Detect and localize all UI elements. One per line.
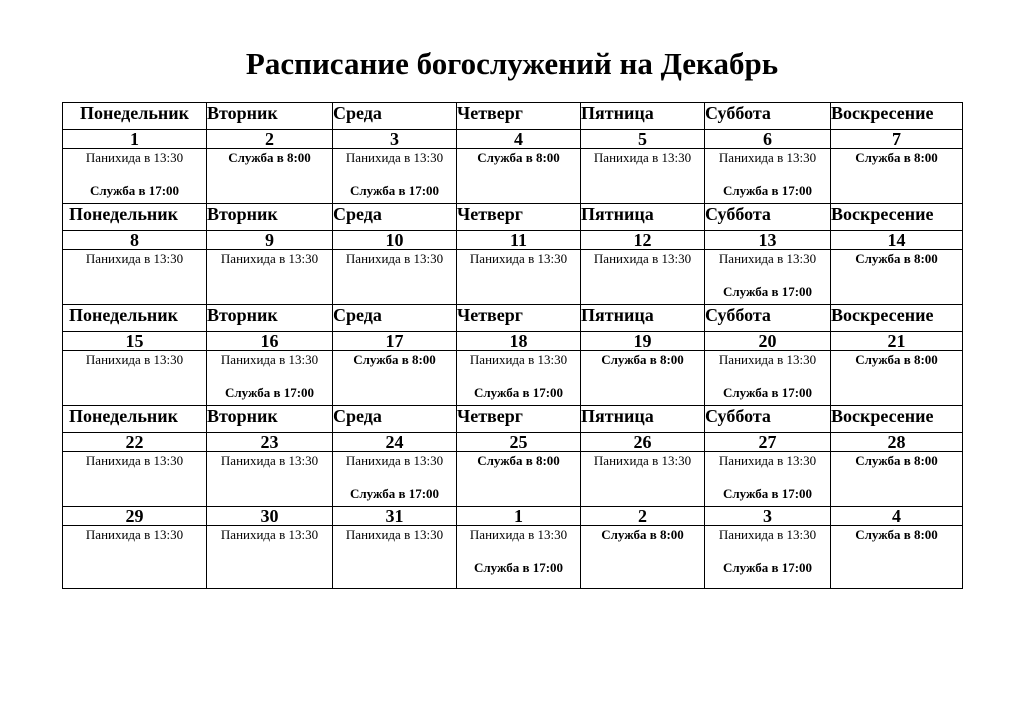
- services-cell: [333, 250, 457, 305]
- day-header-sunday: Воскресение: [831, 103, 963, 130]
- date-cell: 17: [333, 332, 457, 351]
- day-header-friday: Пятница: [581, 204, 705, 231]
- date-cell: 27: [705, 433, 831, 452]
- services-cell: [581, 250, 705, 305]
- service-entry: Служба в 8:00: [855, 150, 938, 165]
- services-cell: [831, 250, 963, 305]
- day-header-monday: Понедельник: [63, 103, 207, 130]
- panikhida-entry: Панихида в 13:30: [85, 527, 184, 542]
- day-header-row: [63, 103, 963, 130]
- services-cell: [333, 351, 457, 406]
- service-entry: Служба в 8:00: [601, 527, 684, 542]
- day-header-thursday: Четверг: [457, 406, 581, 433]
- panikhida-entry: Панихида в 13:30: [718, 453, 817, 468]
- date-cell: 4: [831, 507, 963, 526]
- service-entry: Служба в 8:00: [353, 352, 436, 367]
- panikhida-entry: Панихида в 13:30: [345, 251, 444, 266]
- schedule-body: [63, 103, 963, 589]
- date-cell: 8: [63, 231, 207, 250]
- date-row: [63, 433, 963, 452]
- services-cell: [831, 452, 963, 507]
- services-cell: [705, 452, 831, 507]
- panikhida-entry: Панихида в 13:30: [718, 527, 817, 542]
- services-cell: [63, 250, 207, 305]
- day-header-friday: Пятница: [581, 406, 705, 433]
- date-cell: 14: [831, 231, 963, 250]
- date-cell: 3: [333, 130, 457, 149]
- services-cell: [581, 351, 705, 406]
- date-cell: 5: [581, 130, 705, 149]
- date-cell: 3: [705, 507, 831, 526]
- services-cell: [333, 149, 457, 204]
- date-cell: 23: [207, 433, 333, 452]
- date-cell: 26: [581, 433, 705, 452]
- services-cell: [705, 250, 831, 305]
- date-cell: 31: [333, 507, 457, 526]
- date-cell: 6: [705, 130, 831, 149]
- date-row: [63, 332, 963, 351]
- services-cell: [457, 149, 581, 204]
- panikhida-entry: Панихида в 13:30: [345, 527, 444, 542]
- schedule-table: [62, 102, 963, 589]
- service-entry: Служба в 17:00: [349, 486, 440, 501]
- day-header-wednesday: Среда: [333, 406, 457, 433]
- day-header-row: [63, 305, 963, 332]
- services-row: [63, 149, 963, 204]
- day-header-tuesday: Вторник: [207, 406, 333, 433]
- services-cell: [457, 452, 581, 507]
- services-cell: [333, 526, 457, 589]
- service-entry: Служба в 17:00: [473, 560, 564, 575]
- services-cell: [581, 149, 705, 204]
- panikhida-entry: Панихида в 13:30: [593, 150, 692, 165]
- day-header-monday: Понедельник: [63, 406, 207, 433]
- date-row: [63, 231, 963, 250]
- day-header-thursday: Четверг: [457, 204, 581, 231]
- date-cell: 2: [581, 507, 705, 526]
- day-header-sunday: Воскресение: [831, 406, 963, 433]
- day-header-saturday: Суббота: [705, 406, 831, 433]
- panikhida-entry: Панихида в 13:30: [593, 251, 692, 266]
- day-header-friday: Пятница: [581, 305, 705, 332]
- services-cell: [207, 351, 333, 406]
- services-cell: [63, 351, 207, 406]
- date-cell: 1: [63, 130, 207, 149]
- date-cell: 19: [581, 332, 705, 351]
- service-entry: Служба в 8:00: [477, 453, 560, 468]
- date-cell: 11: [457, 231, 581, 250]
- services-cell: [207, 526, 333, 589]
- panikhida-entry: Панихида в 13:30: [85, 352, 184, 367]
- day-header-saturday: Суббота: [705, 305, 831, 332]
- date-cell: 16: [207, 332, 333, 351]
- service-entry: Служба в 8:00: [601, 352, 684, 367]
- service-entry: Служба в 8:00: [855, 251, 938, 266]
- services-cell: [457, 526, 581, 589]
- day-header-wednesday: Среда: [333, 305, 457, 332]
- date-cell: 2: [207, 130, 333, 149]
- date-row: [63, 130, 963, 149]
- service-entry: Служба в 17:00: [473, 385, 564, 400]
- day-header-saturday: Суббота: [705, 103, 831, 130]
- services-cell: [63, 526, 207, 589]
- service-entry: Служба в 17:00: [722, 284, 813, 299]
- services-cell: [457, 351, 581, 406]
- service-entry: Служба в 17:00: [722, 183, 813, 198]
- date-cell: 10: [333, 231, 457, 250]
- services-cell: [63, 452, 207, 507]
- services-cell: [705, 149, 831, 204]
- services-cell: [705, 351, 831, 406]
- services-cell: [581, 526, 705, 589]
- panikhida-entry: Панихида в 13:30: [718, 251, 817, 266]
- day-header-saturday: Суббота: [705, 204, 831, 231]
- day-header-monday: Понедельник: [63, 204, 207, 231]
- service-entry: Служба в 8:00: [855, 453, 938, 468]
- service-entry: Служба в 17:00: [349, 183, 440, 198]
- date-cell: 28: [831, 433, 963, 452]
- service-entry: Служба в 17:00: [722, 385, 813, 400]
- service-entry: Служба в 17:00: [224, 385, 315, 400]
- services-row: [63, 452, 963, 507]
- services-row: [63, 351, 963, 406]
- service-entry: Служба в 17:00: [722, 486, 813, 501]
- panikhida-entry: Панихида в 13:30: [469, 352, 568, 367]
- panikhida-entry: Панихида в 13:30: [85, 251, 184, 266]
- services-cell: [207, 149, 333, 204]
- date-cell: 18: [457, 332, 581, 351]
- services-cell: [207, 452, 333, 507]
- day-header-tuesday: Вторник: [207, 305, 333, 332]
- panikhida-entry: Панихида в 13:30: [469, 251, 568, 266]
- day-header-thursday: Четверг: [457, 103, 581, 130]
- day-header-sunday: Воскресение: [831, 204, 963, 231]
- services-cell: [457, 250, 581, 305]
- date-cell: 21: [831, 332, 963, 351]
- page-title: Расписание богослужений на Декабрь: [245, 46, 779, 81]
- day-header-wednesday: Среда: [333, 204, 457, 231]
- services-cell: [581, 452, 705, 507]
- panikhida-entry: Панихида в 13:30: [469, 527, 568, 542]
- services-cell: [705, 526, 831, 589]
- services-cell: [831, 351, 963, 406]
- service-entry: Служба в 8:00: [228, 150, 311, 165]
- date-cell: 15: [63, 332, 207, 351]
- date-cell: 13: [705, 231, 831, 250]
- date-cell: 4: [457, 130, 581, 149]
- date-cell: 20: [705, 332, 831, 351]
- panikhida-entry: Панихида в 13:30: [220, 352, 319, 367]
- panikhida-entry: Панихида в 13:30: [593, 453, 692, 468]
- panikhida-entry: Панихида в 13:30: [220, 251, 319, 266]
- day-header-monday: Понедельник: [63, 305, 207, 332]
- service-entry: Служба в 17:00: [722, 560, 813, 575]
- panikhida-entry: Панихида в 13:30: [85, 453, 184, 468]
- date-cell: 24: [333, 433, 457, 452]
- date-cell: 25: [457, 433, 581, 452]
- date-cell: 12: [581, 231, 705, 250]
- panikhida-entry: Панихида в 13:30: [85, 150, 184, 165]
- services-cell: [207, 250, 333, 305]
- day-header-tuesday: Вторник: [207, 103, 333, 130]
- panikhida-entry: Панихида в 13:30: [718, 352, 817, 367]
- day-header-thursday: Четверг: [457, 305, 581, 332]
- day-header-tuesday: Вторник: [207, 204, 333, 231]
- date-cell: 30: [207, 507, 333, 526]
- day-header-row: [63, 406, 963, 433]
- services-cell: [333, 452, 457, 507]
- day-header-row: [63, 204, 963, 231]
- service-entry: Служба в 8:00: [855, 527, 938, 542]
- services-row: [63, 250, 963, 305]
- services-row: [63, 526, 963, 589]
- panikhida-entry: Панихида в 13:30: [220, 453, 319, 468]
- panikhida-entry: Панихида в 13:30: [220, 527, 319, 542]
- date-cell: 7: [831, 130, 963, 149]
- day-header-friday: Пятница: [581, 103, 705, 130]
- services-cell: [831, 149, 963, 204]
- services-cell: [63, 149, 207, 204]
- date-cell: 29: [63, 507, 207, 526]
- panikhida-entry: Панихида в 13:30: [718, 150, 817, 165]
- date-cell: 1: [457, 507, 581, 526]
- day-header-sunday: Воскресение: [831, 305, 963, 332]
- date-cell: 9: [207, 231, 333, 250]
- day-header-wednesday: Среда: [333, 103, 457, 130]
- panikhida-entry: Панихида в 13:30: [345, 453, 444, 468]
- date-row: [63, 507, 963, 526]
- service-entry: Служба в 8:00: [477, 150, 560, 165]
- panikhida-entry: Панихида в 13:30: [345, 150, 444, 165]
- services-cell: [831, 526, 963, 589]
- service-entry: Служба в 17:00: [89, 183, 180, 198]
- service-entry: Служба в 8:00: [855, 352, 938, 367]
- date-cell: 22: [63, 433, 207, 452]
